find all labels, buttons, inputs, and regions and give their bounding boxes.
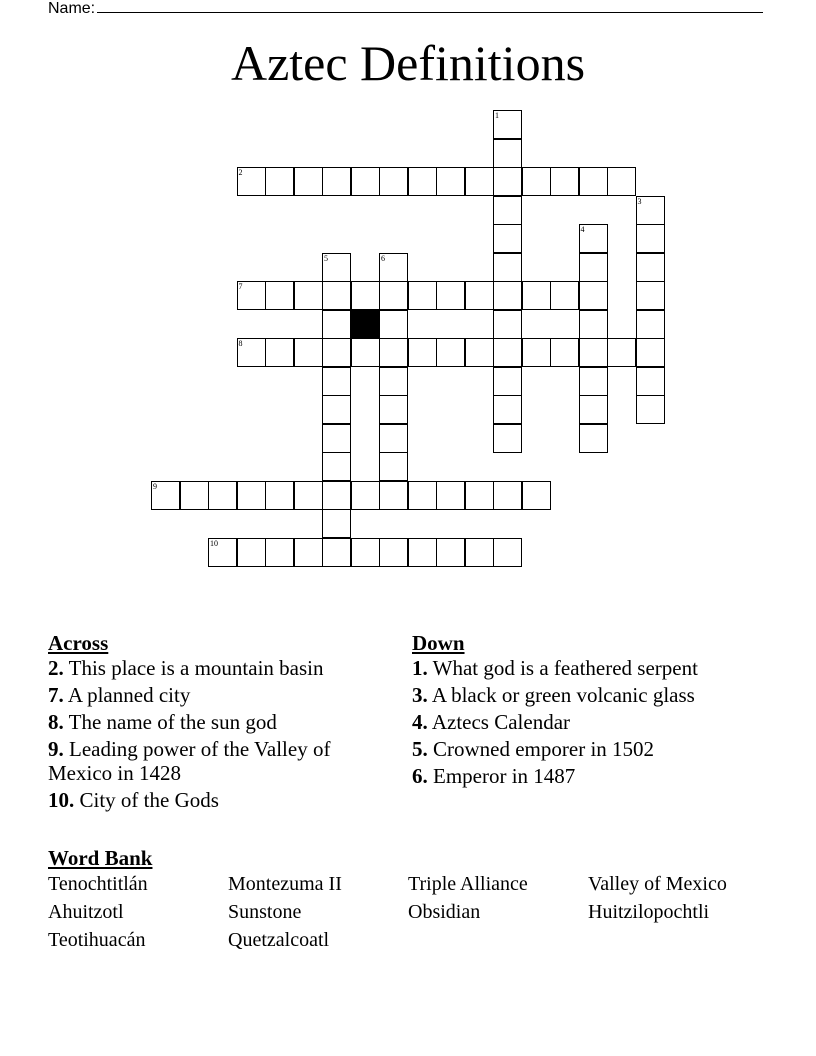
clue-down [412,710,757,734]
crossword-cell[interactable] [322,481,351,510]
crossword-cell[interactable] [237,167,266,196]
crossword-cell[interactable] [294,538,323,567]
clue-number: 4. [412,710,428,734]
crossword-cell[interactable] [408,538,437,567]
crossword-cell[interactable] [208,481,237,510]
word-bank [48,873,768,957]
clue-number: 10. [48,788,75,812]
crossword-cell[interactable] [493,281,522,310]
across-clues [48,630,393,815]
crossword-cell[interactable] [294,338,323,367]
crossword-cell[interactable] [493,310,522,339]
cell-number: 8 [238,339,243,348]
cell-number: 2 [238,168,243,177]
crossword-cell[interactable] [322,452,351,481]
crossword-cell[interactable] [351,538,380,567]
crossword-cell[interactable] [465,338,494,367]
crossword-cell[interactable] [493,538,522,567]
crossword-cell[interactable] [493,395,522,424]
crossword-cell[interactable] [237,481,266,510]
clue-number: 2. [48,656,64,680]
word-bank-item: Obsidian [408,901,481,923]
crossword-cell[interactable] [522,167,551,196]
crossword-cell[interactable] [351,481,380,510]
crossword-cell[interactable] [465,481,494,510]
crossword-cell[interactable] [493,481,522,510]
crossword-cell[interactable] [379,367,408,396]
crossword-cell[interactable] [579,310,608,339]
crossword-cell[interactable] [379,338,408,367]
clue-number: 5. [412,737,428,761]
crossword-cell[interactable] [493,196,522,225]
crossword-cell[interactable] [579,367,608,396]
clue-text: Emperor in 1487 [433,764,576,788]
crossword-cell[interactable] [465,167,494,196]
down-clues [412,630,757,791]
crossword-cell[interactable] [294,281,323,310]
crossword-cell[interactable] [636,224,665,253]
crossword-cell[interactable] [522,338,551,367]
clue-text: The name of the sun god [68,710,277,734]
clue-number: 9. [48,737,64,761]
crossword-cell[interactable] [322,310,351,339]
word-bank-item: Sunstone [228,901,302,923]
crossword-cell[interactable] [436,338,465,367]
crossword-cell[interactable] [265,167,294,196]
crossword-cell[interactable] [237,538,266,567]
crossword-cell[interactable] [550,338,579,367]
crossword-cell[interactable] [237,338,266,367]
cell-number: 10 [210,538,218,548]
crossword-cell[interactable] [351,338,380,367]
clue-number: 7. [48,683,64,707]
crossword-cell[interactable] [493,167,522,196]
crossword-cell[interactable] [322,338,351,367]
clue-text: A planned city [67,683,191,707]
crossword-cell[interactable] [636,310,665,339]
word-bank-item: Huitzilopochtli [588,901,710,923]
crossword-cell[interactable] [579,424,608,453]
crossword-cell[interactable] [322,424,351,453]
crossword-cell[interactable] [436,538,465,567]
clue-text: Crowned emporer in 1502 [433,737,655,761]
crossword-cell[interactable] [636,281,665,310]
word-bank-item: Teotihuacán [48,929,146,951]
crossword-cell[interactable] [636,253,665,282]
crossword-cell[interactable] [237,281,266,310]
crossword-cell[interactable] [408,481,437,510]
crossword-cell[interactable] [607,167,636,196]
crossword-cell[interactable] [408,281,437,310]
crossword-cell[interactable] [522,481,551,510]
cell-number: 9 [153,481,157,491]
crossword-cell[interactable] [636,196,665,225]
crossword-cell[interactable] [636,367,665,396]
crossword-cell[interactable] [636,338,665,367]
crossword-cell[interactable] [322,395,351,424]
crossword-cell[interactable] [351,167,380,196]
clue-number: 1. [412,656,428,680]
crossword-cell[interactable] [579,395,608,424]
crossword-cell[interactable] [493,424,522,453]
crossword-cell[interactable] [322,281,351,310]
clue-down [412,683,757,707]
crossword-cell[interactable] [351,281,380,310]
clue-down [412,656,757,680]
crossword-cell[interactable] [493,253,522,282]
clue-across [48,656,393,680]
clue-text: A black or green volcanic glass [431,683,695,707]
clue-text: This place is a mountain basin [68,656,324,680]
crossword-cell[interactable] [379,253,408,282]
crossword-cell[interactable] [436,481,465,510]
crossword-cell[interactable] [493,110,522,139]
clue-down [412,764,757,788]
crossword-cell[interactable] [493,139,522,168]
down-heading: Down [412,631,465,655]
crossword-cell[interactable] [493,338,522,367]
crossword-cell[interactable] [294,481,323,510]
cell-number: 6 [381,253,385,263]
cell-number: 7 [238,282,243,291]
clue-number: 6. [412,764,428,788]
crossword-cell[interactable] [550,281,579,310]
word-bank-item: Montezuma II [228,873,342,895]
crossword-cell[interactable] [579,281,608,310]
crossword-cell[interactable] [550,167,579,196]
crossword-cell[interactable] [579,338,608,367]
crossword-cell[interactable] [379,281,408,310]
cell-number: 3 [637,196,642,206]
crossword-cell[interactable] [579,167,608,196]
clue-text: City of the Gods [79,788,219,812]
word-bank-item: Ahuitzotl [48,901,124,923]
cell-number: 5 [324,253,328,263]
crossword-cell[interactable] [265,281,294,310]
crossword-cell[interactable] [379,310,408,339]
crossword-cell[interactable] [322,167,351,196]
clue-number: 3. [412,683,428,707]
clue-across [48,737,393,785]
cell-number: 4 [580,225,585,234]
crossword-cell[interactable] [607,338,636,367]
clue-across [48,683,393,707]
crossword-cell[interactable] [379,395,408,424]
crossword-cell[interactable] [379,452,408,481]
crossword-cell[interactable] [579,253,608,282]
crossword-cell[interactable] [322,253,351,282]
crossword-cell[interactable] [379,167,408,196]
clue-text: Leading power of the Valley of Mexico in 1428 [48,737,331,785]
crossword-cell[interactable] [265,481,294,510]
clue-across [48,710,393,734]
crossword-cell[interactable] [436,281,465,310]
crossword-cell[interactable] [322,538,351,567]
crossword-cell[interactable] [208,538,237,567]
crossword-cell[interactable] [579,224,608,253]
crossword-cell[interactable] [636,395,665,424]
word-bank-item: Quetzalcoatl [228,929,330,951]
crossword-cell[interactable] [265,338,294,367]
crossword-cell[interactable] [322,509,351,538]
cell-number: 1 [495,111,499,120]
crossword-cell[interactable] [493,367,522,396]
page-title: Aztec Definitions [230,35,586,91]
crossword-cell[interactable] [465,538,494,567]
word-bank-item: Tenochtitlán [48,873,148,895]
clue-number: 8. [48,710,64,734]
word-bank-item: Triple Alliance [408,873,528,895]
crossword-cell[interactable] [379,538,408,567]
name-label: Name: [48,0,96,17]
crossword-cell[interactable] [294,167,323,196]
crossword-cell[interactable] [436,167,465,196]
crossword-cell[interactable] [180,481,209,510]
crossword-cell[interactable] [493,224,522,253]
clue-text: Aztecs Calendar [431,710,571,734]
crossword-cell[interactable] [408,338,437,367]
clue-down [412,737,757,761]
crossword-cell[interactable] [379,424,408,453]
black-square [351,310,380,339]
word-bank-item: Valley of Mexico [588,873,727,895]
word-bank-heading: Word Bank [48,846,153,870]
crossword-cell[interactable] [265,538,294,567]
crossword-cell[interactable] [379,481,408,510]
crossword-cell[interactable] [151,481,180,510]
crossword-cell[interactable] [465,281,494,310]
crossword-cell[interactable] [522,281,551,310]
crossword-cell[interactable] [408,167,437,196]
crossword-cell[interactable] [322,367,351,396]
across-heading: Across [48,631,109,655]
clue-across [48,788,393,812]
clue-text: What god is a feathered serpent [432,656,698,680]
